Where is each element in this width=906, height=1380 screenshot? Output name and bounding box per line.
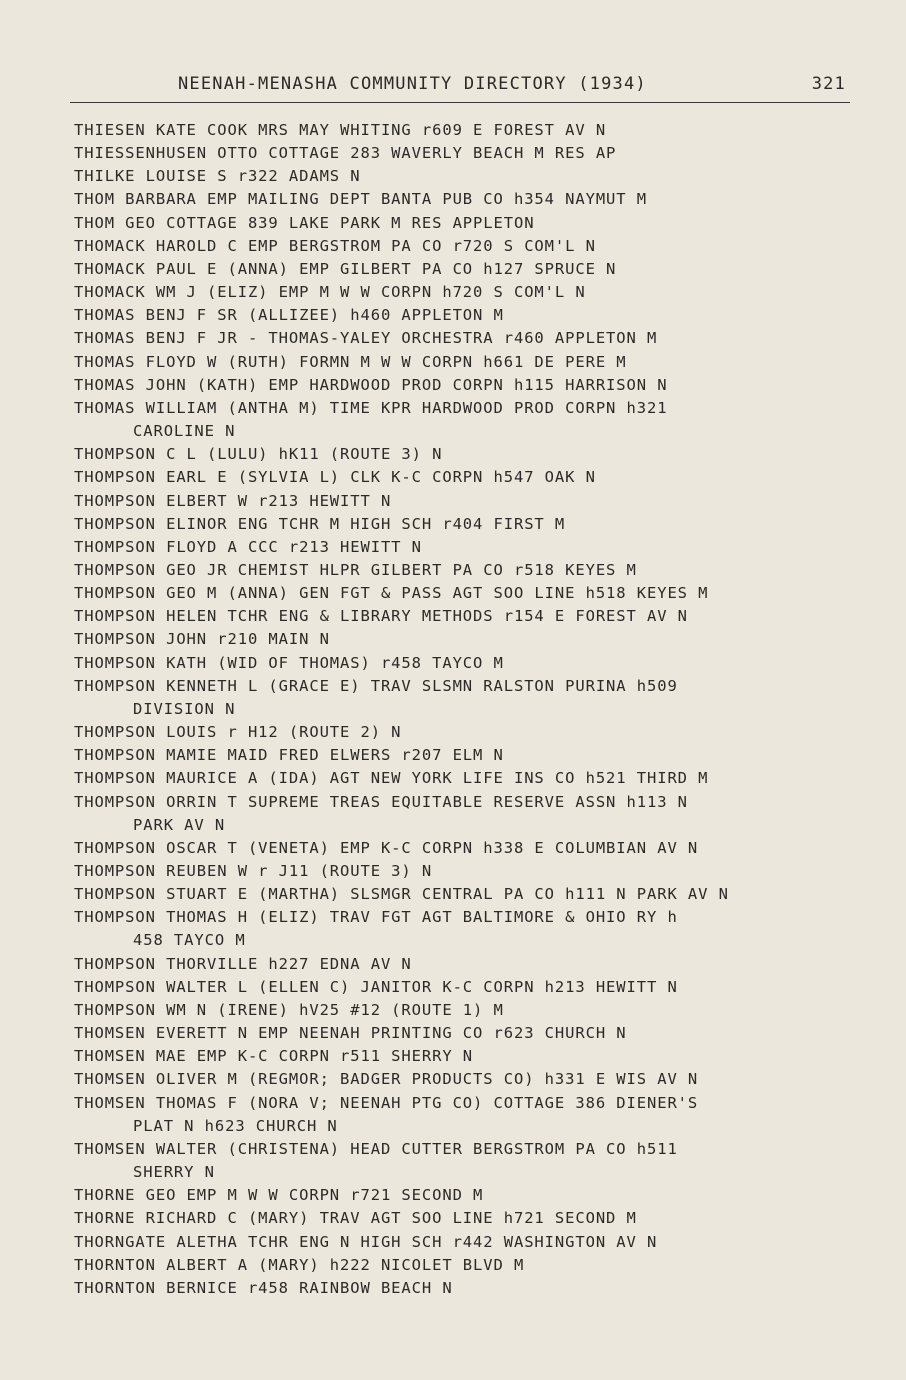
directory-entry (74, 721, 874, 744)
directory-entry (74, 628, 874, 651)
entry-text: THOMAS BENJ F JR - THOMAS-YALEY ORCHESTRA r460 APPLETON M (74, 329, 658, 348)
entry-text: THOMAS FLOYD W (RUTH) FORMN M W W CORPN h661 DE PERE M (74, 352, 627, 371)
entry-text: THOMSEN WALTER (CHRISTENA) HEAD CUTTER BERGSTROM PA CO h511 (74, 1139, 678, 1158)
entry-text: THOMPSON MAMIE MAID FRED ELWERS r207 ELM N (74, 746, 504, 765)
header-rule (70, 102, 850, 103)
directory-entry (74, 490, 874, 513)
directory-entry (74, 188, 874, 211)
directory-entry (74, 513, 874, 536)
directory-entry (74, 304, 874, 327)
entry-text: THOMPSON STUART E (MARTHA) SLSMGR CENTRAL PA CO h111 N PARK AV N (74, 885, 729, 904)
entry-text: THORNE RICHARD C (MARY) TRAV AGT SOO LINE h721 SECOND M (74, 1209, 637, 1228)
entry-continuation: CAROLINE N (133, 422, 236, 441)
directory-entry (74, 652, 874, 675)
directory-entry (74, 351, 874, 374)
header-title: NEENAH-MENASHA COMMUNITY DIRECTORY (1934) (178, 74, 647, 94)
entry-text: THOMPSON FLOYD A CCC r213 HEWITT N (74, 537, 422, 556)
entry-text: THOMACK WM J (ELIZ) EMP M W W CORPN h720 S COM'L N (74, 283, 586, 302)
directory-entry (74, 1045, 874, 1068)
entry-text: THOMPSON ELINOR ENG TCHR M HIGH SCH r404 FIRST M (74, 514, 566, 533)
entry-continuation: PLAT N h623 CHURCH N (133, 1116, 338, 1135)
directory-entry (74, 281, 874, 304)
directory-entry (74, 791, 874, 837)
directory-entry (74, 374, 874, 397)
directory-entry (74, 605, 874, 628)
entry-text: THOMPSON GEO JR CHEMIST HLPR GILBERT PA CO r518 KEYES M (74, 560, 637, 579)
entry-text: THOMPSON KATH (WID OF THOMAS) r458 TAYCO M (74, 653, 504, 672)
directory-entry (74, 883, 874, 906)
directory-entry (74, 582, 874, 605)
entry-text: THIESSENHUSEN OTTO COTTAGE 283 WAVERLY BEACH M RES AP (74, 144, 617, 163)
entry-text: THOMACK HAROLD C EMP BERGSTROM PA CO r720 S COM'L N (74, 236, 596, 255)
entry-text: THORNTON ALBERT A (MARY) h222 NICOLET BLVD M (74, 1255, 525, 1274)
entry-text: THOMSEN EVERETT N EMP NEENAH PRINTING CO r623 CHURCH N (74, 1024, 627, 1043)
entry-continuation: 458 TAYCO M (133, 931, 246, 950)
entry-text: THOMPSON WM N (IRENE) hV25 #12 (ROUTE 1) M (74, 1000, 504, 1019)
entry-text: THOMAS JOHN (KATH) EMP HARDWOOD PROD CORPN h115 HARRISON N (74, 375, 668, 394)
directory-entry (74, 119, 874, 142)
directory-entry (74, 142, 874, 165)
directory-entry (74, 258, 874, 281)
entry-text: THOMPSON ORRIN T SUPREME TREAS EQUITABLE RESERVE ASSN h113 N (74, 792, 688, 811)
directory-entry (74, 559, 874, 582)
directory-entry (74, 1254, 874, 1277)
directory-entry (74, 906, 874, 952)
directory-entries (74, 119, 874, 1300)
directory-entry (74, 536, 874, 559)
directory-entry (74, 953, 874, 976)
directory-entry (74, 744, 874, 767)
entry-text: THORNTON BERNICE r458 RAINBOW BEACH N (74, 1278, 453, 1297)
entry-text: THOMPSON C L (LULU) hK11 (ROUTE 3) N (74, 445, 443, 464)
entry-text: THILKE LOUISE S r322 ADAMS N (74, 167, 361, 186)
directory-entry (74, 235, 874, 258)
entry-text: THORNGATE ALETHA TCHR ENG N HIGH SCH r442 WASHINGTON AV N (74, 1232, 658, 1251)
directory-entry (74, 1277, 874, 1300)
entry-text: THORNE GEO EMP M W W CORPN r721 SECOND M (74, 1186, 484, 1205)
directory-entry (74, 1138, 874, 1184)
page-number: 321 (811, 74, 846, 94)
entry-text: THOMAS WILLIAM (ANTHA M) TIME KPR HARDWOOD PROD CORPN h321 (74, 398, 668, 417)
directory-entry (74, 212, 874, 235)
entry-continuation: PARK AV N (133, 815, 226, 834)
entry-text: THOMSEN MAE EMP K-C CORPN r511 SHERRY N (74, 1047, 474, 1066)
entry-text: THOMPSON LOUIS r H12 (ROUTE 2) N (74, 723, 402, 742)
page-header (70, 74, 850, 102)
directory-entry (74, 1207, 874, 1230)
entry-text: THOMPSON THOMAS H (ELIZ) TRAV FGT AGT BALTIMORE & OHIO RY h (74, 908, 678, 927)
entry-continuation: SHERRY N (133, 1163, 215, 1182)
directory-entry (74, 999, 874, 1022)
entry-text: THOMAS BENJ F SR (ALLIZEE) h460 APPLETON M (74, 306, 504, 325)
directory-entry (74, 443, 874, 466)
entry-text: THOMPSON OSCAR T (VENETA) EMP K-C CORPN h338 E COLUMBIAN AV N (74, 838, 699, 857)
entry-text: THIESEN KATE COOK MRS MAY WHITING r609 E FOREST AV N (74, 121, 607, 139)
directory-entry (74, 1068, 874, 1091)
entry-text: THOM BARBARA EMP MAILING DEPT BANTA PUB CO h354 NAYMUT M (74, 190, 647, 209)
entry-text: THOMPSON EARL E (SYLVIA L) CLK K-C CORPN h547 OAK N (74, 468, 596, 487)
entry-text: THOMPSON THORVILLE h227 EDNA AV N (74, 954, 412, 973)
entry-text: THOM GEO COTTAGE 839 LAKE PARK M RES APPLETON (74, 213, 535, 232)
entry-text: THOMSEN THOMAS F (NORA V; NEENAH PTG CO) COTTAGE 386 DIENER'S (74, 1093, 699, 1112)
entry-text: THOMACK PAUL E (ANNA) EMP GILBERT PA CO h127 SPRUCE N (74, 259, 617, 278)
directory-entry (74, 767, 874, 790)
entry-text: THOMSEN OLIVER M (REGMOR; BADGER PRODUCTS CO) h331 E WIS AV N (74, 1070, 699, 1089)
entry-text: THOMPSON HELEN TCHR ENG & LIBRARY METHODS r154 E FOREST AV N (74, 607, 688, 626)
entry-continuation: DIVISION N (133, 699, 236, 718)
directory-entry (74, 327, 874, 350)
entry-text: THOMPSON GEO M (ANNA) GEN FGT & PASS AGT SOO LINE h518 KEYES M (74, 584, 709, 603)
entry-text: THOMPSON MAURICE A (IDA) AGT NEW YORK LIFE INS CO h521 THIRD M (74, 769, 709, 788)
entry-text: THOMPSON JOHN r210 MAIN N (74, 630, 330, 649)
entry-text: THOMPSON ELBERT W r213 HEWITT N (74, 491, 392, 510)
directory-entry (74, 1231, 874, 1254)
entry-text: THOMPSON REUBEN W r J11 (ROUTE 3) N (74, 862, 433, 880)
directory-entry (74, 860, 874, 883)
directory-entry (74, 837, 874, 860)
directory-entry (74, 1184, 874, 1207)
entry-text: THOMPSON WALTER L (ELLEN C) JANITOR K-C CORPN h213 HEWITT N (74, 977, 678, 996)
directory-entry (74, 397, 874, 443)
directory-entry (74, 675, 874, 721)
directory-entry (74, 1022, 874, 1045)
entry-text: THOMPSON KENNETH L (GRACE E) TRAV SLSMN RALSTON PURINA h509 (74, 676, 678, 695)
directory-entry (74, 1092, 874, 1138)
directory-entry (74, 466, 874, 489)
directory-entry (74, 976, 874, 999)
directory-entry (74, 165, 874, 188)
